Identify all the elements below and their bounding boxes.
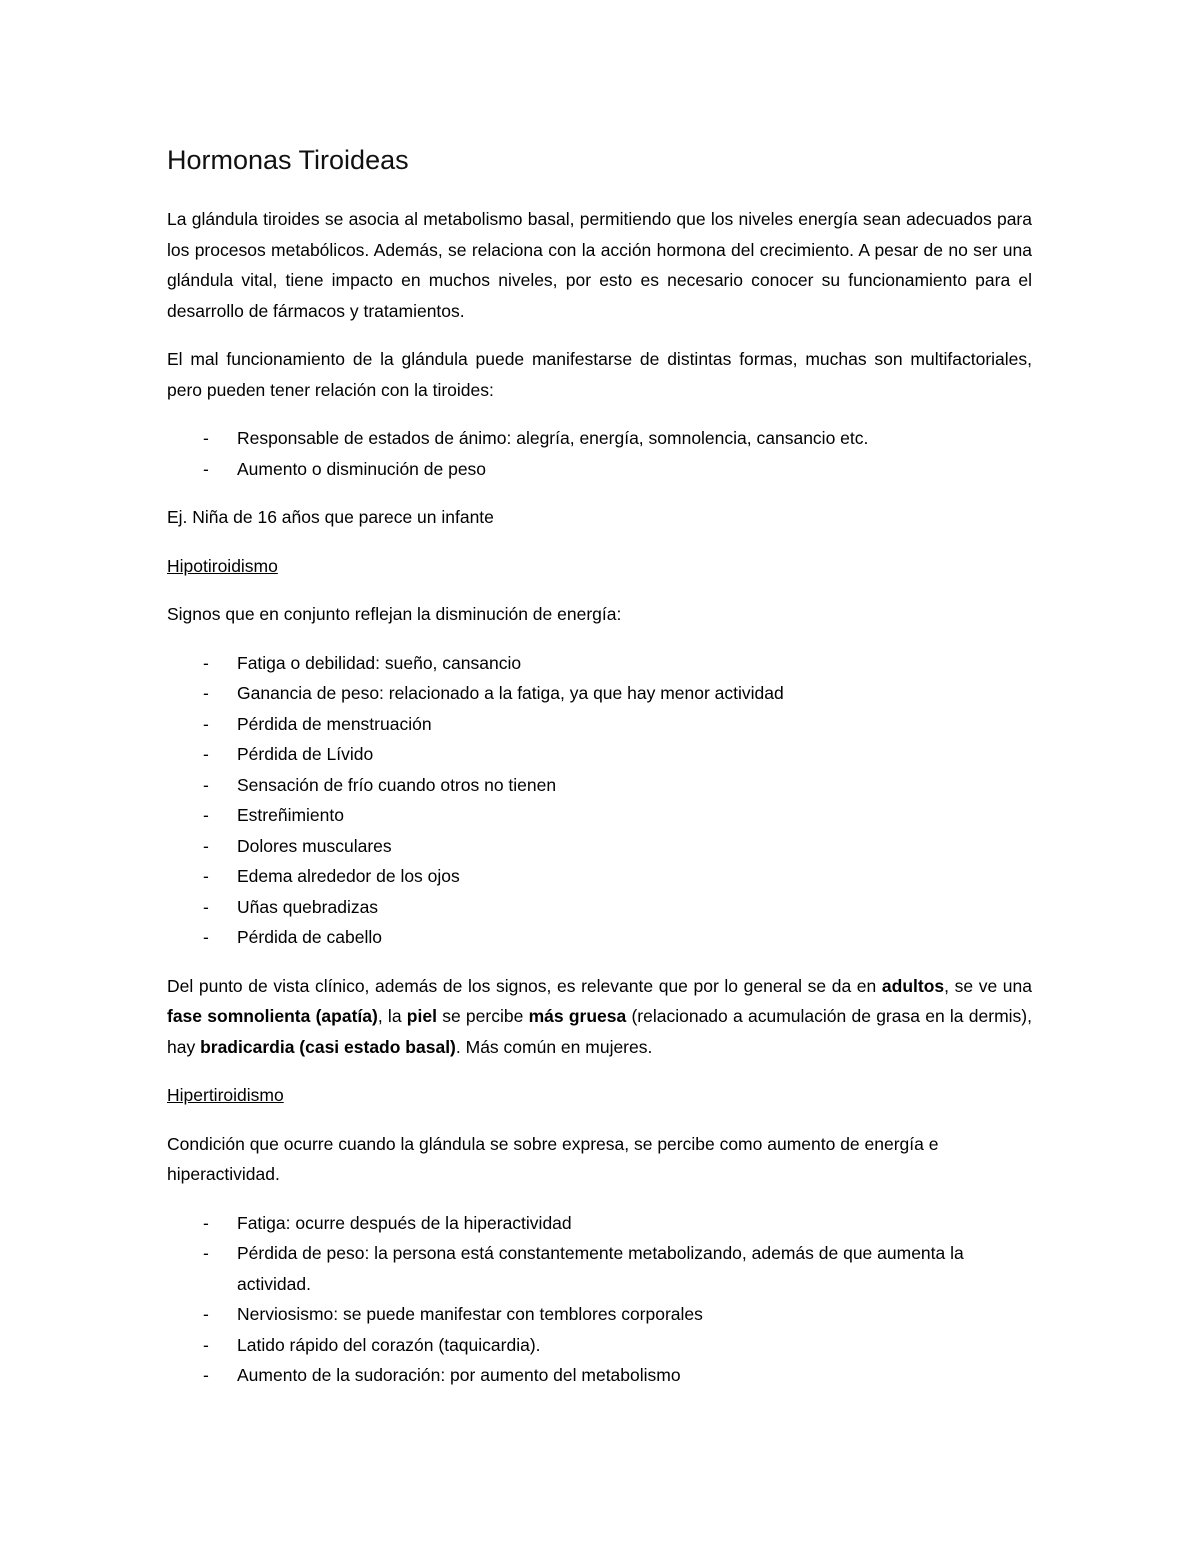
list-item: - Responsable de estados de ánimo: alegría, energía, somnolencia, cansancio etc. (167, 423, 1032, 454)
hipertiroidismo-heading: Hipertiroidismo (167, 1085, 284, 1105)
list-item: - Edema alrededor de los ojos (167, 861, 1032, 892)
list-item: - Estreñimiento (167, 800, 1032, 831)
dash-bullet: - (203, 1334, 209, 1355)
intro-paragraph: La glándula tiroides se asocia al metabolismo basal, permitiendo que los niveles energía sean adecuados para los procesos metabólicos. Además, se relaciona con la acción hormona del crecimiento. A pesar de no ser una glándula vital, tiene impacto en muchos niveles, por esto es necesario conocer su funcionamiento para el desarrollo de fármacos y tratamientos. (167, 209, 1032, 321)
clinical-paragraph: Del punto de vista clínico, además de los signos, es relevante que por lo general se da en adultos, se ve una fase somnolienta (apatía), la piel se percibe más gruesa (relacionado a acumulación de grasa en la dermis), hay bradicardia (casi estado basal). Más común en mujeres. (167, 975, 1032, 1057)
dash-bullet: - (203, 683, 209, 703)
dash-bullet: - (203, 428, 209, 448)
list-item: - Aumento o disminución de peso (167, 454, 1032, 485)
dash-bullet: - (203, 774, 209, 795)
list-item: - Nerviosismo: se puede manifestar con temblores corporales (167, 1299, 1032, 1330)
dash-bullet: - (203, 744, 209, 764)
hipotiroidismo-heading: Hipotiroidismo (167, 555, 278, 576)
list-item: - Dolores musculares (167, 831, 1032, 862)
dash-bullet: - (203, 1304, 209, 1324)
dash-bullet: - (203, 805, 209, 825)
hiper-signs-list (167, 1208, 1032, 1391)
list-item: - Pérdida de cabello (167, 922, 1032, 953)
dash-bullet: - (203, 896, 209, 917)
dash-bullet: - (203, 1243, 209, 1263)
dash-bullet: - (203, 652, 209, 673)
example-text: Ej. Niña de 16 años que parece un infante (167, 507, 494, 527)
dash-bullet: - (203, 866, 209, 886)
dash-bullet: - (203, 1212, 209, 1233)
bold-term: piel (406, 1006, 437, 1026)
bold-term: adultos (881, 975, 945, 996)
hiper-lead: Condición que ocurre cuando la glándula se sobre expresa, se percibe como aumento de energía e hiperactividad. (167, 1133, 939, 1184)
list-item: - Fatiga o debilidad: sueño, cansancio (167, 648, 1032, 679)
bold-term: fase somnolienta (apatía) (167, 1006, 378, 1026)
bold-term: bradicardia (casi estado basal) (200, 1036, 456, 1057)
dash-bullet: - (203, 835, 209, 856)
list-item: - Uñas quebradizas (167, 892, 1032, 923)
dash-bullet: - (203, 458, 209, 479)
document-page (167, 140, 1032, 1409)
hipo-signs-list (167, 648, 1032, 953)
intro-list (167, 423, 1032, 484)
list-item: - Latido rápido del corazón (taquicardia). (167, 1330, 1032, 1361)
hipo-lead: Signos que en conjunto reflejan la disminución de energía: (167, 604, 622, 624)
malfunction-paragraph: El mal funcionamiento de la glándula puede manifestarse de distintas formas, muchas son multifactoriales, pero pueden tener relación con la tiroides: (167, 349, 1032, 400)
document-title: Hormonas Tiroideas (167, 145, 409, 175)
list-item: - Ganancia de peso: relacionado a la fatiga, ya que hay menor actividad (167, 678, 1032, 709)
list-item: - Pérdida de peso: la persona está constantemente metabolizando, además de que aumenta la actividad. (167, 1238, 1032, 1299)
list-item: - Aumento de la sudoración: por aumento del metabolismo (167, 1360, 1032, 1391)
list-item: - Fatiga: ocurre después de la hiperactividad (167, 1208, 1032, 1239)
bold-term: más gruesa (528, 1006, 627, 1026)
dash-bullet: - (203, 1365, 209, 1385)
list-item: - Pérdida de menstruación (167, 709, 1032, 740)
list-item: - Pérdida de Lívido (167, 739, 1032, 770)
dash-bullet: - (203, 713, 209, 734)
dash-bullet: - (203, 927, 209, 947)
list-item: - Sensación de frío cuando otros no tienen (167, 770, 1032, 801)
